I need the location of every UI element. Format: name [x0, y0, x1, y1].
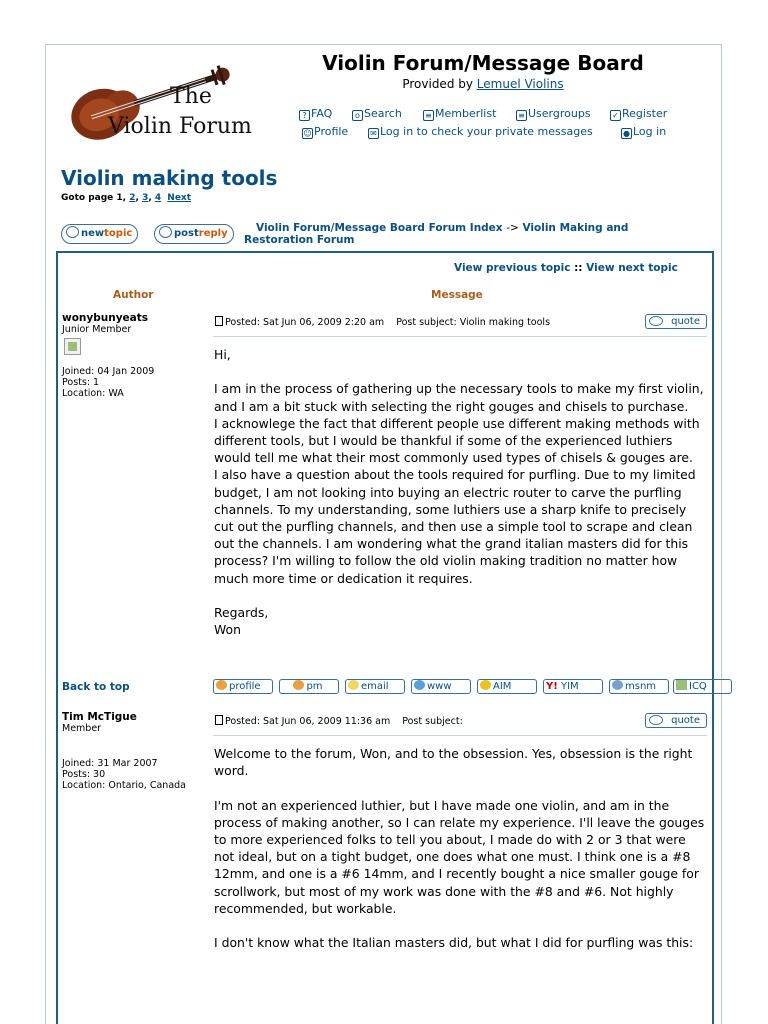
quote-icon [649, 715, 663, 725]
post2-paragraph: I don't know what the Italian masters did, but what I did for purfling was this: [214, 935, 694, 951]
topic-navigation [454, 262, 678, 274]
icq-icon [676, 680, 687, 690]
register-icon: ✓ [610, 110, 621, 121]
viewnav-separator: :: [574, 262, 583, 274]
post2-blank [214, 779, 708, 796]
www-icon [414, 680, 425, 690]
post1-paragraph: I acknowlege the fact that different people use different making methods with different tools, but I would be thankful if some of the experienced luthiers would tell me what their most commonly used types of chisels & gouges are. [214, 415, 700, 466]
post1-posted: Posted: Sat Jun 06, 2009 2:20 am [225, 317, 385, 328]
post2-quote-label: quote [671, 715, 700, 726]
msn-icon [612, 680, 623, 690]
post2-location: Location: Ontario, Canada [62, 780, 186, 791]
site-title: Violin Forum/Message Board [322, 51, 644, 75]
nav-login-label: Log in [633, 125, 667, 138]
messages-icon: ✉ [368, 128, 379, 139]
page-2-link[interactable]: 2 [129, 193, 136, 203]
post-reply-strong: reply [198, 228, 228, 239]
usergroups-icon: ≡ [516, 110, 527, 121]
www-button[interactable] [411, 679, 471, 694]
page-3-link[interactable]: 3 [142, 193, 149, 203]
lemuel-violins-link[interactable]: Lemuel Violins [476, 77, 564, 91]
www-button-label: www [427, 681, 452, 692]
post1-blank [214, 587, 708, 604]
post2-paragraph: Welcome to the forum, Won, and to the obsession. Yes, obsession is the right word. [214, 746, 693, 779]
post2-body [214, 745, 708, 951]
post1-body [214, 346, 708, 638]
message-column-header: Message [431, 289, 483, 301]
nav-search-label: Search [364, 107, 402, 120]
post1-joined: Joined: 04 Jan 2009 [62, 366, 155, 377]
post2-rank: Member [62, 723, 102, 734]
aim-button[interactable] [477, 679, 537, 694]
email-button[interactable] [345, 679, 405, 694]
page-4-link[interactable]: 4 [154, 193, 162, 203]
profile-button-label: profile [229, 681, 261, 692]
breadcrumb [244, 222, 684, 246]
post1-posts: Posts: 1 [62, 377, 100, 388]
yim-button[interactable] [543, 679, 603, 694]
post1-author[interactable]: wonybunyeats [62, 312, 149, 324]
post1-blank [214, 363, 708, 380]
nav-faq[interactable] [299, 107, 332, 121]
profile-icon: ☺ [303, 129, 312, 138]
post2-paragraph: I'm not an experienced luthier, but I have made one violin, and am in the process of making another, so I can relate my experience. I'll leave the gouges to more experienced folks to tell you about, I made do with 2 or 3 that were not ideal, but on a tight budget, one does what one must. I think one is a #8 12mm, and one is a #6 14mm, and I recently bought a nice smaller gouge for scrollwork, but most of my work was done with the #8 and #6. Not highly recommended, but workable. [214, 797, 705, 916]
nav-login[interactable] [621, 125, 666, 139]
profile-icon [216, 680, 227, 690]
post2-divider [213, 735, 707, 736]
post1-line: Hi, [214, 347, 231, 362]
pm-icon [293, 680, 304, 690]
post2-author-info [62, 758, 192, 791]
login-icon: ● [621, 128, 632, 139]
msnm-button[interactable] [609, 679, 669, 694]
nav-profile-label: Profile [314, 125, 349, 138]
pm-button[interactable] [279, 679, 339, 694]
back-to-top-link[interactable]: Back to top [62, 681, 130, 693]
faq-icon: ? [299, 110, 310, 121]
post1-divider [213, 336, 707, 337]
post1-rank: Junior Member [62, 324, 132, 335]
provided-by-label: Provided by [402, 77, 473, 91]
post2-subject: Post subject: [402, 716, 463, 727]
quote-icon [649, 316, 663, 326]
profile-button[interactable] [213, 679, 273, 694]
post-icon [215, 715, 223, 725]
nav-usergroups[interactable] [516, 107, 591, 121]
view-previous-topic-link[interactable]: View previous topic [454, 262, 571, 274]
post-reply-plain: post [174, 228, 199, 239]
nav-memberlist-label: Memberlist [435, 107, 497, 120]
aim-button-label: AIM [493, 681, 512, 692]
yahoo-icon: Y! [546, 681, 558, 692]
post1-avatar [64, 338, 81, 355]
new-topic-icon [66, 226, 79, 238]
post1-line: Regards, [214, 605, 269, 621]
pm-button-label: pm [306, 681, 323, 692]
yim-button-label: YIM [561, 681, 579, 692]
breadcrumb-arrow: -> [506, 222, 519, 234]
post2-joined: Joined: 31 Mar 2007 [62, 758, 158, 769]
post2-posts: Posts: 30 [62, 769, 106, 780]
nav-messages-label: Log in to check your private messages [380, 125, 593, 138]
msnm-button-label: msnm [625, 681, 657, 692]
goto-page: Goto page 1, 2, 3, 4 Next [61, 193, 192, 203]
nav-search[interactable] [352, 107, 402, 121]
search-icon: o [352, 110, 363, 121]
breadcrumb-index-link[interactable]: Violin Forum/Message Board Forum Index [256, 222, 503, 234]
goto-label: Goto page [61, 193, 114, 203]
post1-quote-button[interactable] [645, 314, 707, 329]
email-button-label: email [361, 681, 389, 692]
post2-posted: Posted: Sat Jun 06, 2009 11:36 am [225, 716, 391, 727]
logo-text-violin-forum: Violin Forum [108, 114, 252, 139]
icq-button-label: ICQ [689, 681, 707, 692]
post2-header [215, 715, 463, 727]
new-topic-plain: new [81, 228, 105, 239]
next-page-link[interactable]: Next [167, 193, 192, 203]
nav-register-label: Register [622, 107, 668, 120]
post1-header [215, 316, 550, 328]
post1-quote-label: quote [671, 316, 700, 327]
post1-paragraph: I also have a question about the tools required for purfling. Due to my limited budget, I am not looking into buying an electric router to carve the purfling channels. To my understanding, some luthiers use a sharp knife to precisely cut out the purfling channels, and then use a simple tool to scrape and clean out the channels. I am wondering what the grand italian masters did for this process? I'm willing to follow the old violin making tradition no matter how much more time or dedication it requires. [214, 467, 696, 586]
nav-register[interactable] [610, 107, 667, 121]
nav-profile[interactable] [302, 125, 348, 139]
provided-by [318, 77, 648, 91]
new-topic-strong: topic [104, 228, 133, 239]
memberlist-icon: ≡ [423, 110, 434, 121]
nav-private-messages[interactable] [368, 125, 593, 139]
page-1: 1 [116, 193, 123, 203]
icq-button[interactable] [673, 679, 732, 694]
post-reply-icon [159, 226, 172, 238]
topic-title[interactable]: Violin making tools [61, 166, 278, 190]
breadcrumb-forum-link[interactable]: Violin Making and Restoration Forum [244, 222, 629, 246]
logo-text-the: The [170, 84, 212, 109]
nav-memberlist[interactable] [423, 107, 496, 121]
nav-usergroups-label: Usergroups [528, 107, 591, 120]
post-reply-button[interactable] [154, 224, 234, 244]
post2-author[interactable]: Tim McTigue [62, 711, 137, 723]
new-topic-button[interactable] [61, 224, 138, 244]
nav-faq-label: FAQ [311, 107, 333, 120]
view-next-topic-link[interactable]: View next topic [586, 262, 678, 274]
author-column-header: Author [113, 289, 154, 301]
post-icon [215, 316, 223, 326]
post1-subject: Post subject: Violin making tools [396, 317, 551, 328]
post1-location: Location: WA [62, 388, 124, 399]
post2-blank [214, 917, 708, 934]
post1-author-info [62, 366, 154, 399]
post2-quote-button[interactable] [645, 713, 707, 728]
post1-line: Won [214, 622, 241, 638]
aim-icon [480, 680, 491, 690]
email-icon [348, 680, 359, 690]
post1-paragraph: I am in the process of gathering up the necessary tools to make my first violin, and I am a bit stuck with selecting the right gouges and chisels to purchase. [214, 381, 704, 414]
